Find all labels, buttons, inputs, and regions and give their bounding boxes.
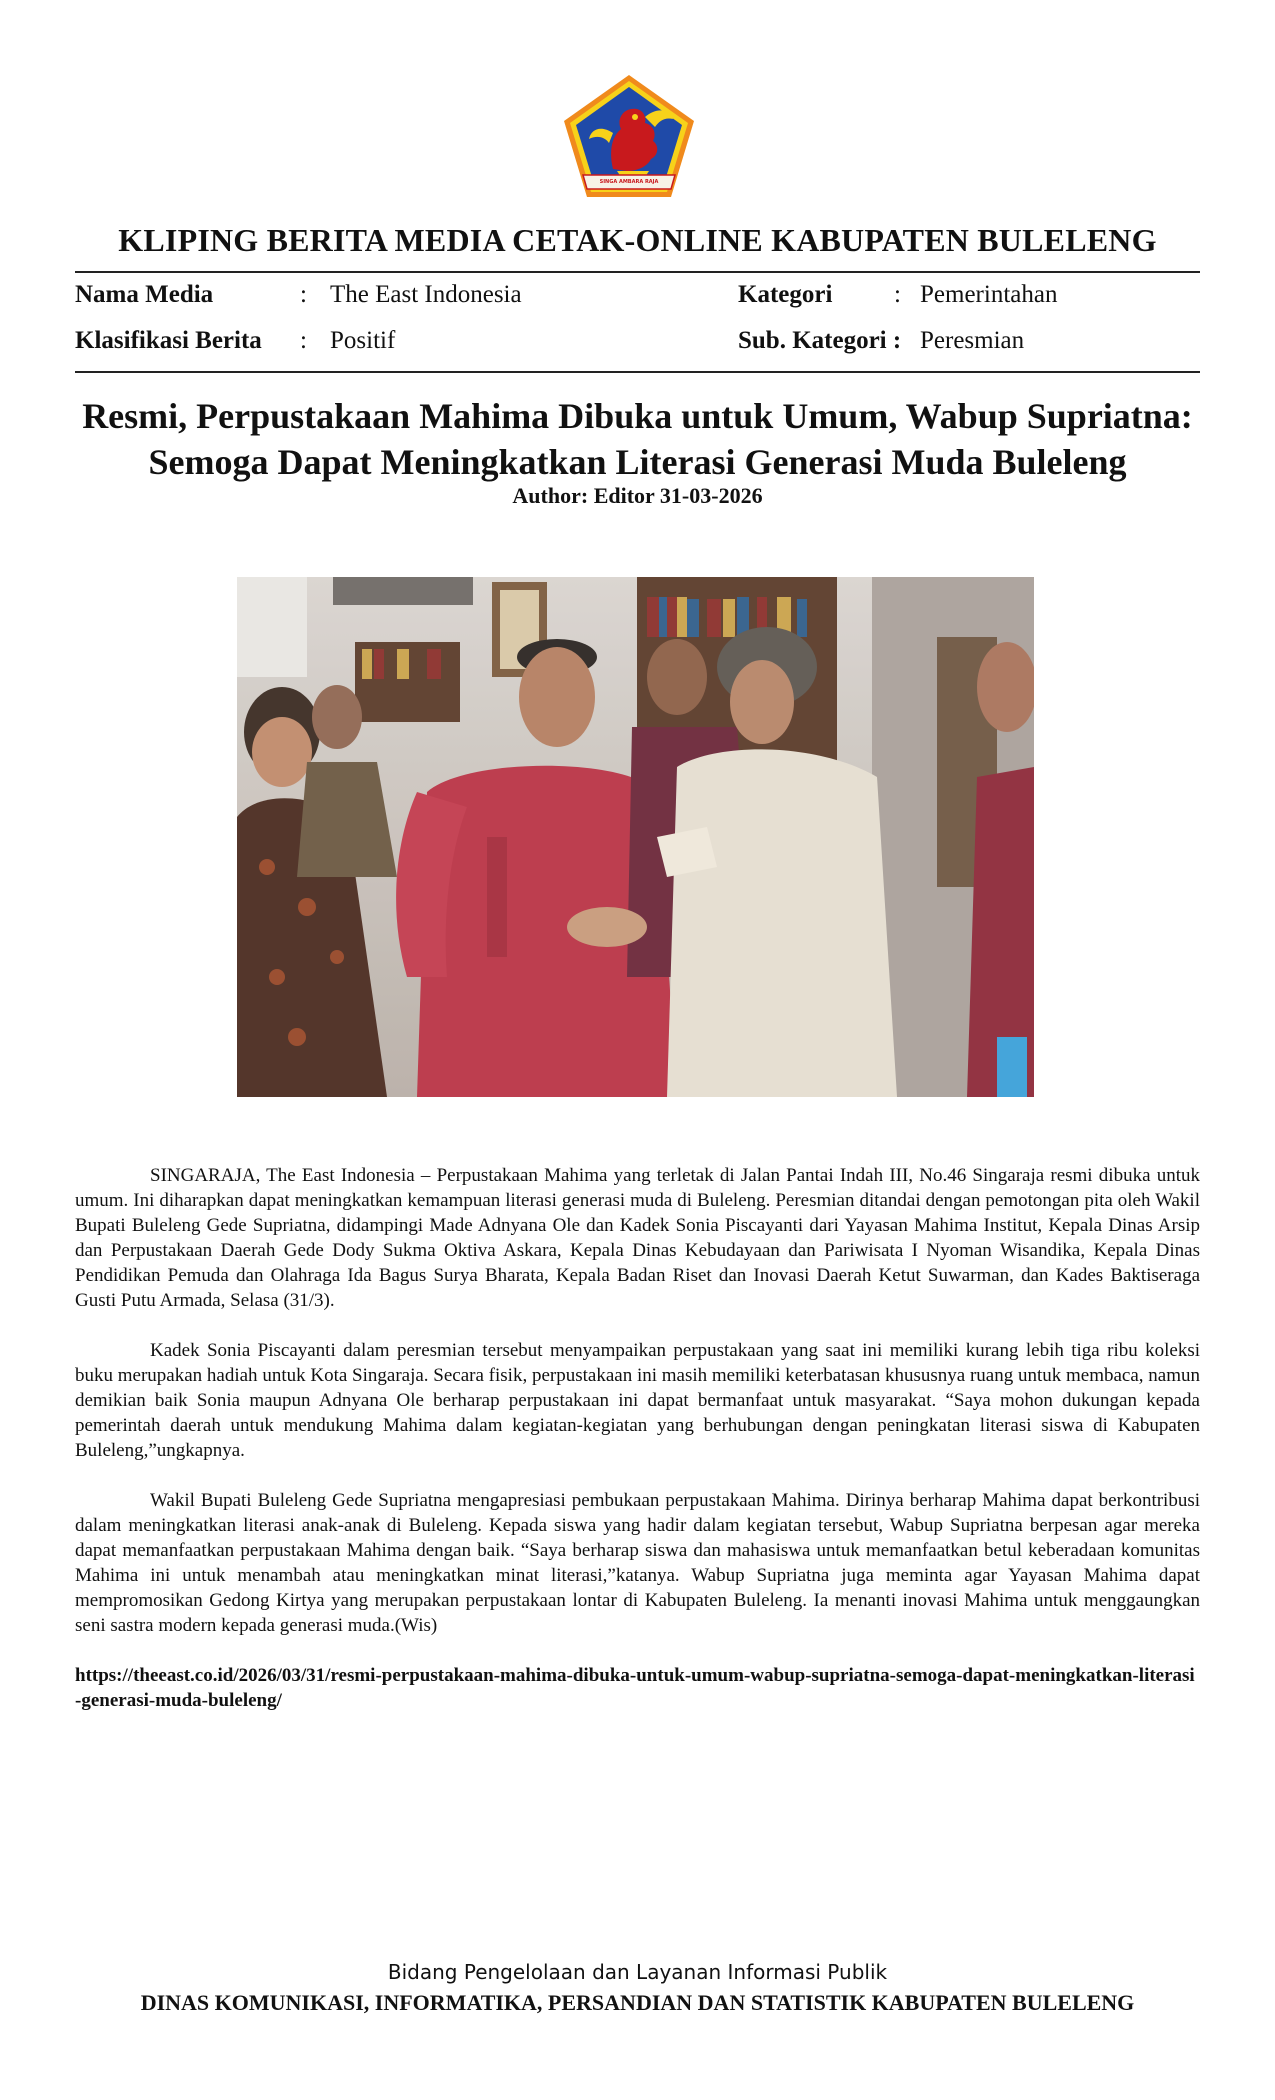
top-divider [75,271,1200,273]
media-label: Nama Media [75,281,214,308]
clipping-title: KLIPING BERITA MEDIA CETAK-ONLINE KABUPATEN BULELENG [118,222,1157,258]
media-colon: : [300,281,307,308]
paragraph-3-text: Wakil Bupati Buleleng Gede Supriatna mengapresiasi pembukaan perpustakaan Mahima. Dirinya berharap Mahima dapat berkontribusi dalam meningkatkan literasi anak-anak di Buleleng. Kepada siswa yang hadir dalam kegiatan tersebut, Wabup Supriatna berpesan agar mereka dapat memanfaatkan perpustakaan Mahima dengan baik. “Saya berharap siswa dan mahasiswa untuk memanfaatkan betul keberadaan komunitas Mahima ini untuk menambah atau meningkatkan minat literasi,”katanya. Wabup Supriatna juga meminta agar Yayasan Mahima dapat mempromosikan Gedong Kirtya yang merupakan perpustakaan lontar di Kabupaten Buleleng. Ia menanti inovasi Mahima untuk menggaungkan seni sastra modern kepada generasi muda.(Wis) [75,1490,1200,1636]
headline-line-1: Resmi, Perpustakaan Mahima Dibuka untuk Umum, Wabup Supriatna: [82,396,1193,436]
article-paragraph-3 [75,1488,1200,1638]
footer-agency: DINAS KOMUNIKASI, INFORMATIKA, PERSANDIAN DAN STATISTIK KABUPATEN BULELENG [140,1990,1135,2015]
media-value: The East Indonesia [330,281,522,308]
paragraph-2-text: Kadek Sonia Piscayanti dalam peresmian tersebut menyampaikan perpustakaan yang saat ini memiliki kurang lebih tiga ribu koleksi buku merupakan hadiah untuk Kota Singaraja. Secara fisik, perpustakaan ini masih memiliki keterbatasan khususnya ruang untuk membaca, namun demikian baik Sonia maupun Adnyana Ole berharap perpustakaan ini dapat bermanfaat untuk masyarakat. “Saya mohon dukungan kepada pemerintah daerah untuk mendukung Mahima dalam kegiatan-kegiatan yang berhubungan dengan peningkatan literasi siswa di Kabupaten Buleleng,”ungkapnya. [75,1340,1200,1461]
paragraph-1-text: SINGARAJA, The East Indonesia – Perpustakaan Mahima yang terletak di Jalan Pantai Indah III, No.46 Singaraja resmi dibuka untuk umum. Ini diharapkan dapat meningkatkan kemampuan literasi generasi muda di Buleleng. Peresmian ditandai dengan pemotongan pita oleh Wakil Bupati Buleleng Gede Supriatna, didampingi Made Adnyana Ole dan Kadek Sonia Piscayanti dari Yayasan Mahima Institut, Kepala Dinas Arsip dan Perpustakaan Daerah Gede Dody Sukma Oktiva Askara, Kepala Dinas Kebudayaan dan Pariwisata I Nyoman Wisandika, Kepala Dinas Pendidikan Pemuda dan Olahraga Ida Bagus Surya Bharata, Kepala Badan Riset dan Inovasi Daerah Ketut Suwarman, dan Kades Baktiseraga Gusti Putu Armada, Selasa (31/3). [75,1165,1200,1311]
klasifikasi-value: Positif [330,327,396,354]
klasifikasi-label: Klasifikasi Berita [75,327,262,354]
article-paragraph-1 [75,1163,1200,1313]
subkategori-label: Sub. Kategori : [738,327,902,354]
crest-motto: SINGA AMBARA RAJA [599,179,659,185]
news-photo-handshake-icon [237,577,1034,1097]
klasifikasi-colon: : [300,327,307,354]
footer-division: Bidang Pengelolaan dan Layanan Informasi Publik [387,1960,888,1984]
kategori-colon: : [894,281,901,308]
article-author: Author: Editor 31-03-2026 [512,483,763,508]
article-headline [60,393,1215,485]
headline-line-2: Semoga Dapat Meningkatkan Literasi Generasi Muda Buleleng [148,442,1127,482]
subkategori-value: Peresmian [920,327,1025,354]
buleleng-regency-crest-icon [561,73,697,201]
bottom-divider [75,371,1200,373]
kategori-value: Pemerintahan [920,281,1058,308]
article-paragraph-2 [75,1338,1200,1463]
kategori-label: Kategori [738,281,833,308]
source-url-link[interactable]: https://theeast.co.id/2026/03/31/resmi-perpustakaan-mahima-dibuka-untuk-umum-wabup-supriatna-semoga-dapat-meningkatkan-literasi-generasi-muda-buleleng/ [75,1665,1195,1711]
